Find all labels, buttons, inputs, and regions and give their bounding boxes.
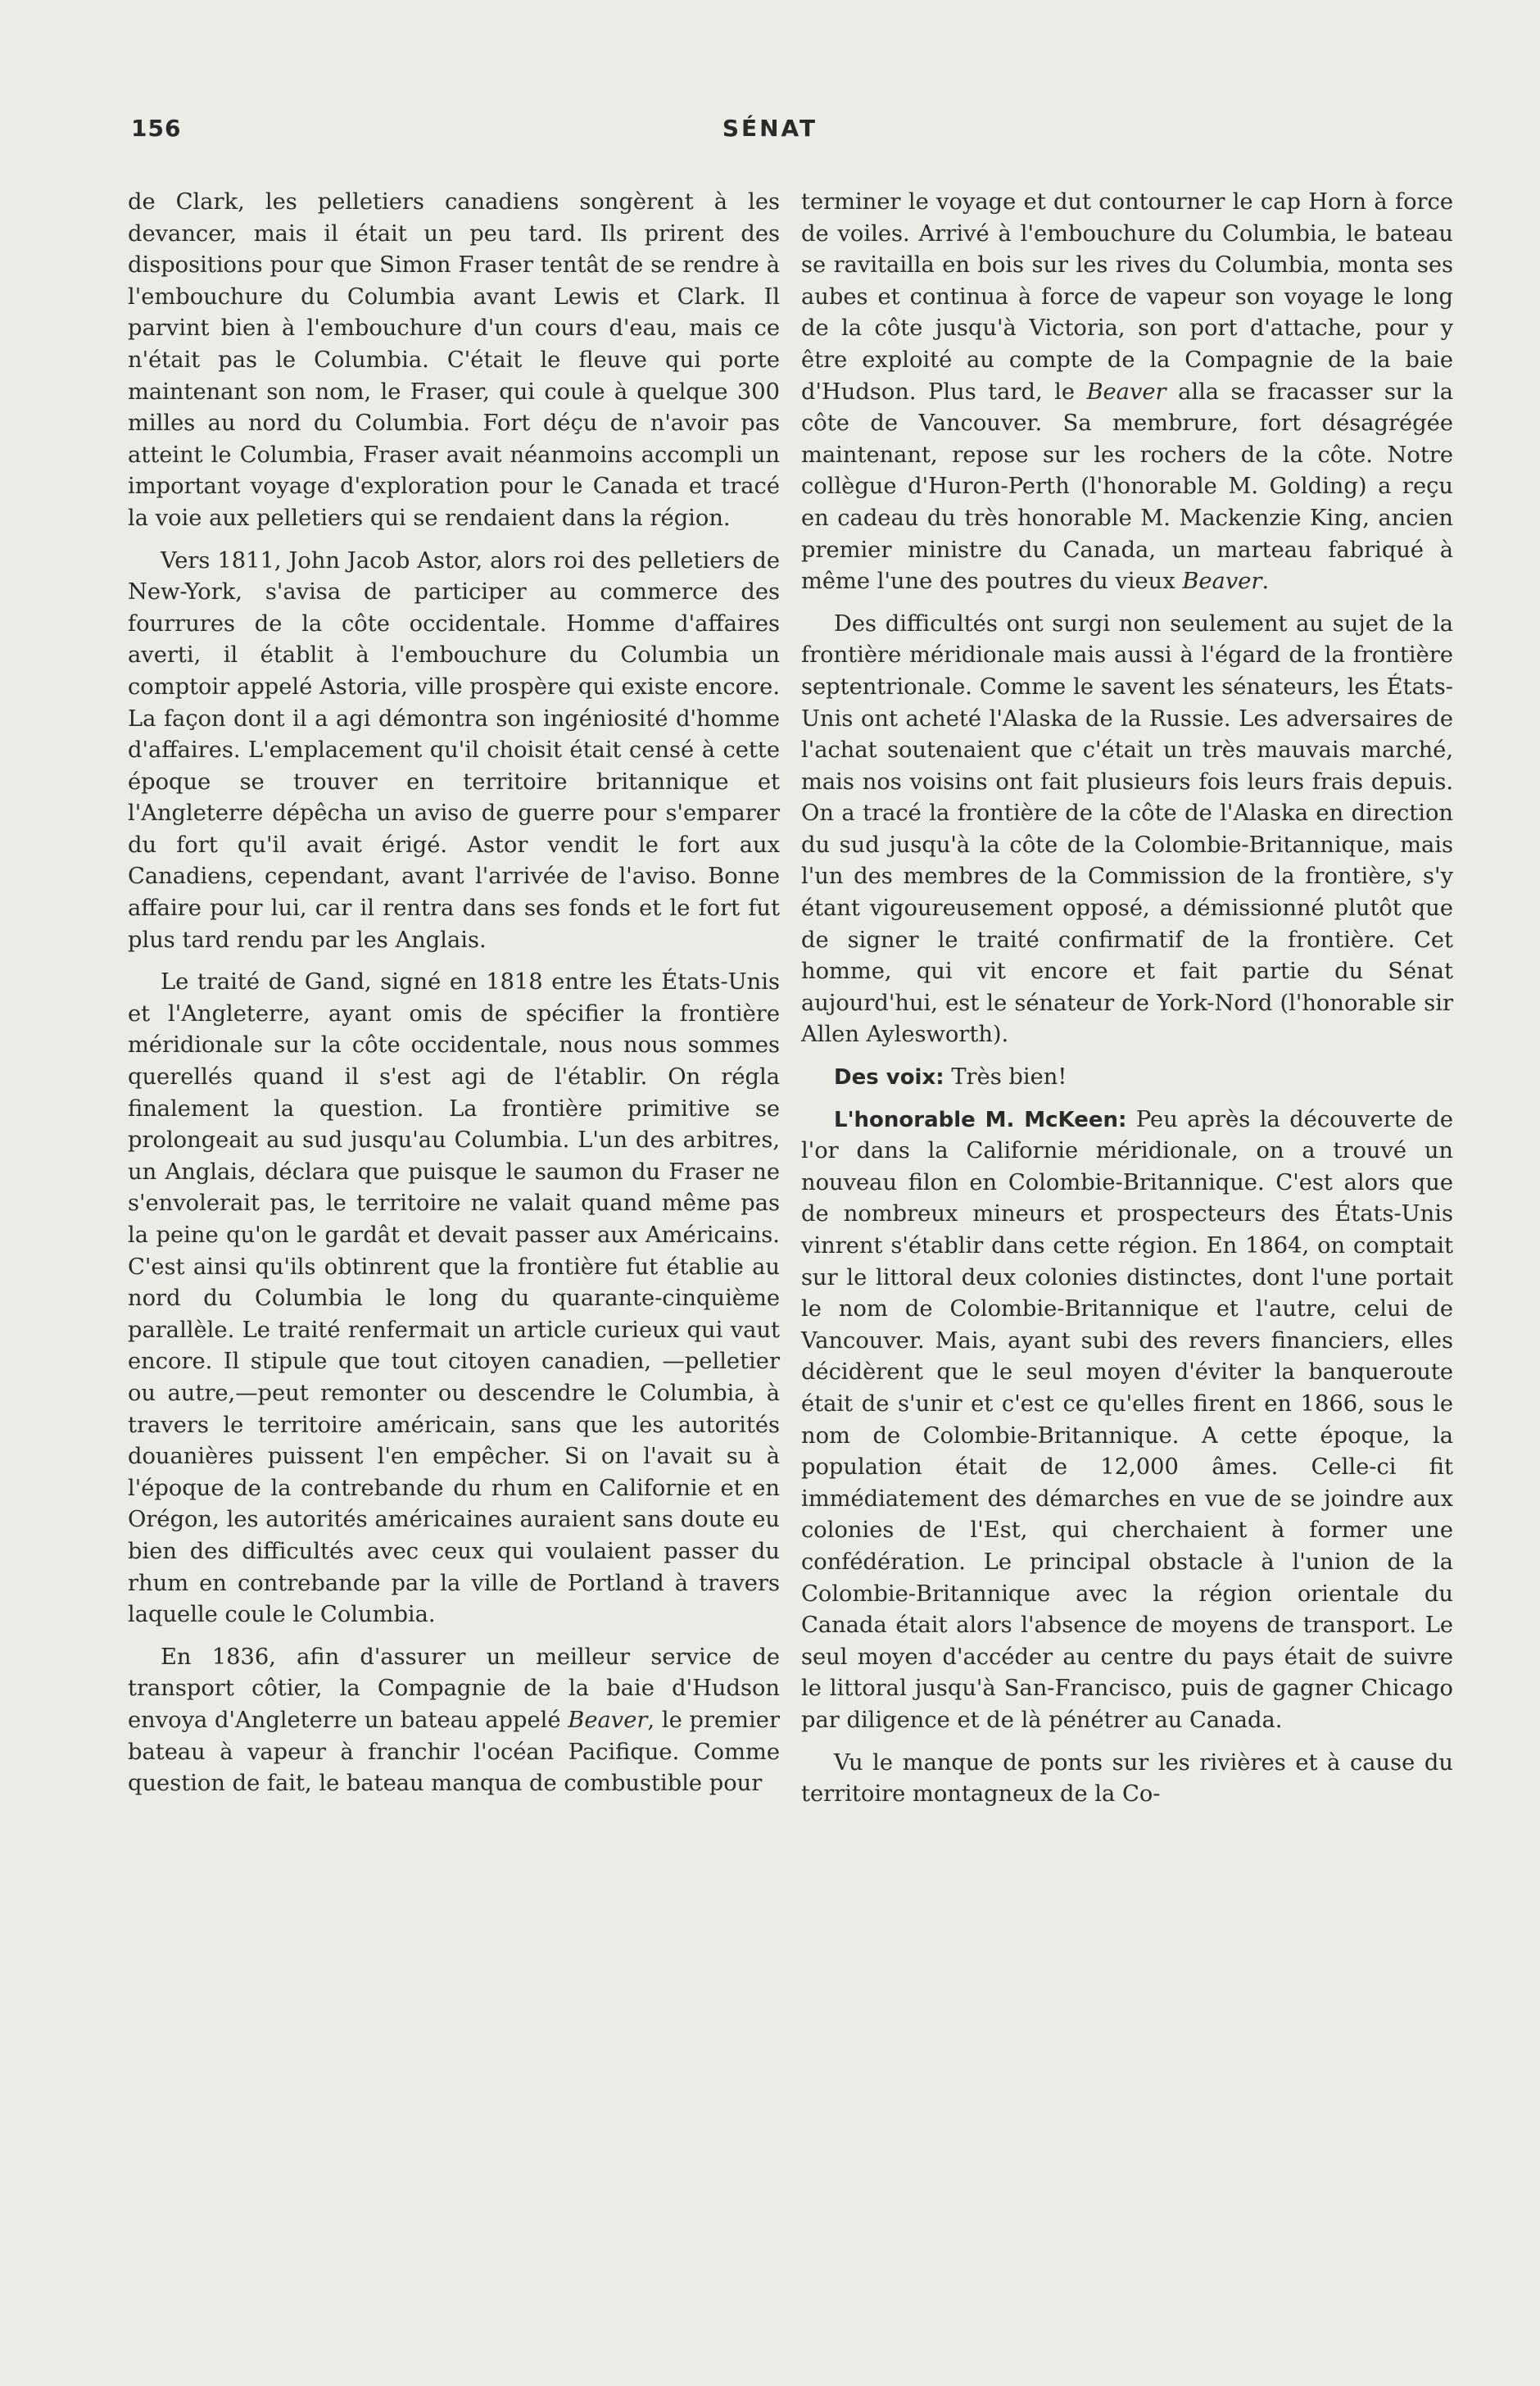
running-header	[131, 115, 1409, 156]
paragraph	[801, 187, 1453, 598]
paragraph	[128, 1642, 780, 1800]
header-title: SÉNAT	[722, 115, 818, 142]
paragraph: Vu le manque de ponts sur les rivières et à cause du territoire montagneux de la Co-	[801, 1749, 1453, 1808]
text-run: En 1836, afin d'assurer un meilleur service de transport côtier, la Compagnie de la baie d'Hudson envoya d'Angleterre un bateau appelé	[128, 1644, 780, 1733]
right-column	[801, 187, 1453, 1821]
text-run: , le premier bateau à vapeur à franchir l'océan Pacifique. Comme question de fait, le bateau manqua de combustible pour	[128, 1707, 780, 1797]
ship-name: Beaver	[1182, 569, 1262, 595]
speech-text: Peu après la découverte de l'or dans la Californie méridionale, on a trouvé un nouveau filon en Colombie-Britannique. C'est alors que de nombreux mineurs et prospecteurs des États-Unis vinrent s'établir dans cette région. En 1864, on comptait sur le littoral deux colonies distinctes, dont l'une portait le nom de Colombie-Britannique et l'autre, celui de Vancouver. Mais, ayant subi des revers financiers, elles décidèrent que le seul moyen d'éviter la banqueroute était de s'unir et c'est ce qu'elles firent en 1866, sous le nom de Colombie-Britannique. A cette époque, la population était de 12,000 âmes. Celle-ci fit immédiatement des démarches en vue de se joindre aux colonies de l'Est, qui cherchaient à former une confédération. Le principal obstacle à l'union de la Colombie-Britannique avec la région orientale du Canada était alors l'absence de moyens de transport. Le seul moyen d'accéder au centre du pays était de suivre le littoral jusqu'à San-Francisco, puis de gagner Chicago par diligence et de là pénétrer au Canada.	[801, 1106, 1453, 1733]
left-column	[128, 187, 780, 1811]
paragraph: Vers 1811, John Jacob Astor, alors roi des pelletiers de New-York, s'avisa de participer au commerce des fourrures de la côte occidentale. Homme d'affaires averti, il établit à l'embouchure du Columbia un comptoir appelé Astoria, ville prospère qui existe encore. La façon dont il a agi démontra son ingéniosité d'homme d'affaires. L'emplacement qu'il choisit était censé à cette époque se trouver en territoire britannique et l'Angleterre dépêcha un aviso de guerre pour s'emparer du fort qu'il avait érigé. Astor vendit le fort aux Canadiens, cependant, avant l'arrivée de l'aviso. Bonne affaire pour lui, car il rentra dans ses fonds et le fort fut plus tard rendu par les Anglais.	[128, 547, 780, 953]
ship-name: Beaver	[1086, 379, 1166, 405]
speaker-name: L'honorable M. McKeen:	[834, 1107, 1127, 1132]
speaker-name: Des voix:	[834, 1065, 944, 1091]
ship-name: Beaver	[568, 1707, 648, 1733]
text-run: alla se fracasser sur la côte de Vancouver. Sa membrure, fort désagrégée maintenant, repose sur les rochers de la côte. Notre collègue d'Huron-Perth (l'honorable M. Golding) a reçu en cadeau du très honorable M. Mackenzie King, ancien premier ministre du Canada, un marteau fabriqué à même l'une des poutres du vieux	[801, 379, 1454, 595]
paragraph: Des difficultés ont surgi non seulement au sujet de la frontière méridionale mais aussi à l'égard de la frontière septentrionale. Comme le savent les sénateurs, les États-Unis ont acheté l'Alaska de la Russie. Les adversaires de l'achat soutenaient que c'était un très mauvais marché, mais nos voisins ont fait plusieurs fois leurs frais depuis. On a tracé la frontière de la côte de l'Alaska en direction du sud jusqu'à la côte de la Colombie-Britannique, mais l'un des membres de la Commission de la frontière, s'y étant vigoureusement opposé, a démissionné plutôt que de signer le traité confirmatif de la frontière. Cet homme, qui vit encore et fait partie du Sénat aujourd'hui, est le sénateur de York-Nord (l'honorable sir Allen Aylesworth).	[801, 610, 1453, 1048]
speech-paragraph	[801, 1062, 1453, 1094]
paragraph: de Clark, les pelletiers canadiens songèrent à les devancer, mais il était un peu tard. Ils prirent des dispositions pour que Simon Fraser tentât de se rendre à l'embouchure du Columbia avant Lewis et Clark. Il parvint bien à l'embouchure d'un cours d'eau, mais ce n'était pas le Columbia. C'était le fleuve qui porte maintenant son nom, le Fraser, qui coule à quelque 300 milles au nord du Columbia. Fort déçu de n'avoir pas atteint le Columbia, Fraser avait néanmoins accompli un important voyage d'exploration pour le Canada et tracé la voie aux pelletiers qui se rendaient dans la région.	[128, 189, 780, 531]
speech-text: Très bien!	[944, 1064, 1067, 1091]
page-number: 156	[131, 115, 182, 142]
text-run: terminer le voyage et dut contourner le cap Horn à force de voiles. Arrivé à l'embouchure du Columbia, le bateau se ravitailla en bois sur les rives du Columbia, monta ses aubes et continua à force de vapeur son voyage le long de la côte jusqu'à Victoria, son port d'attache, pour y être exploité au compte de la Compagnie de la baie d'Hudson. Plus tard, le	[801, 189, 1453, 405]
paragraph: Le traité de Gand, signé en 1818 entre les États-Unis et l'Angleterre, ayant omis de spécifier la frontière méridionale sur la côte occidentale, nous nous sommes querellés quand il s'est agi de l'établir. On régla finalement la question. La frontière primitive se prolongeait au sud jusqu'au Columbia. L'un des arbitres, un Anglais, déclara que puisque le saumon du Fraser ne s'envolerait pas, le territoire ne valait quand même pas la peine qu'on le gardât et devait passer aux Américains. C'est ainsi qu'ils obtinrent que la frontière fut établie au nord du Columbia le long du quarante-cinquième parallèle. Le traité renfermait un article curieux qui vaut encore. Il stipule que tout citoyen canadien, —pelletier ou autre,—peut remonter ou descendre le Columbia, à travers le territoire américain, sans que les autorités douanières puissent l'en empêcher. Si on l'avait su à l'époque de la contrebande du rhum en Californie et en Orégon, les autorités américaines auraient sans doute eu bien des difficultés avec ceux qui voulaient passer du rhum en contrebande par la ville de Portland à travers laquelle coule le Columbia.	[128, 969, 780, 1628]
speech-paragraph	[801, 1105, 1453, 1737]
text-run: .	[1261, 569, 1270, 595]
